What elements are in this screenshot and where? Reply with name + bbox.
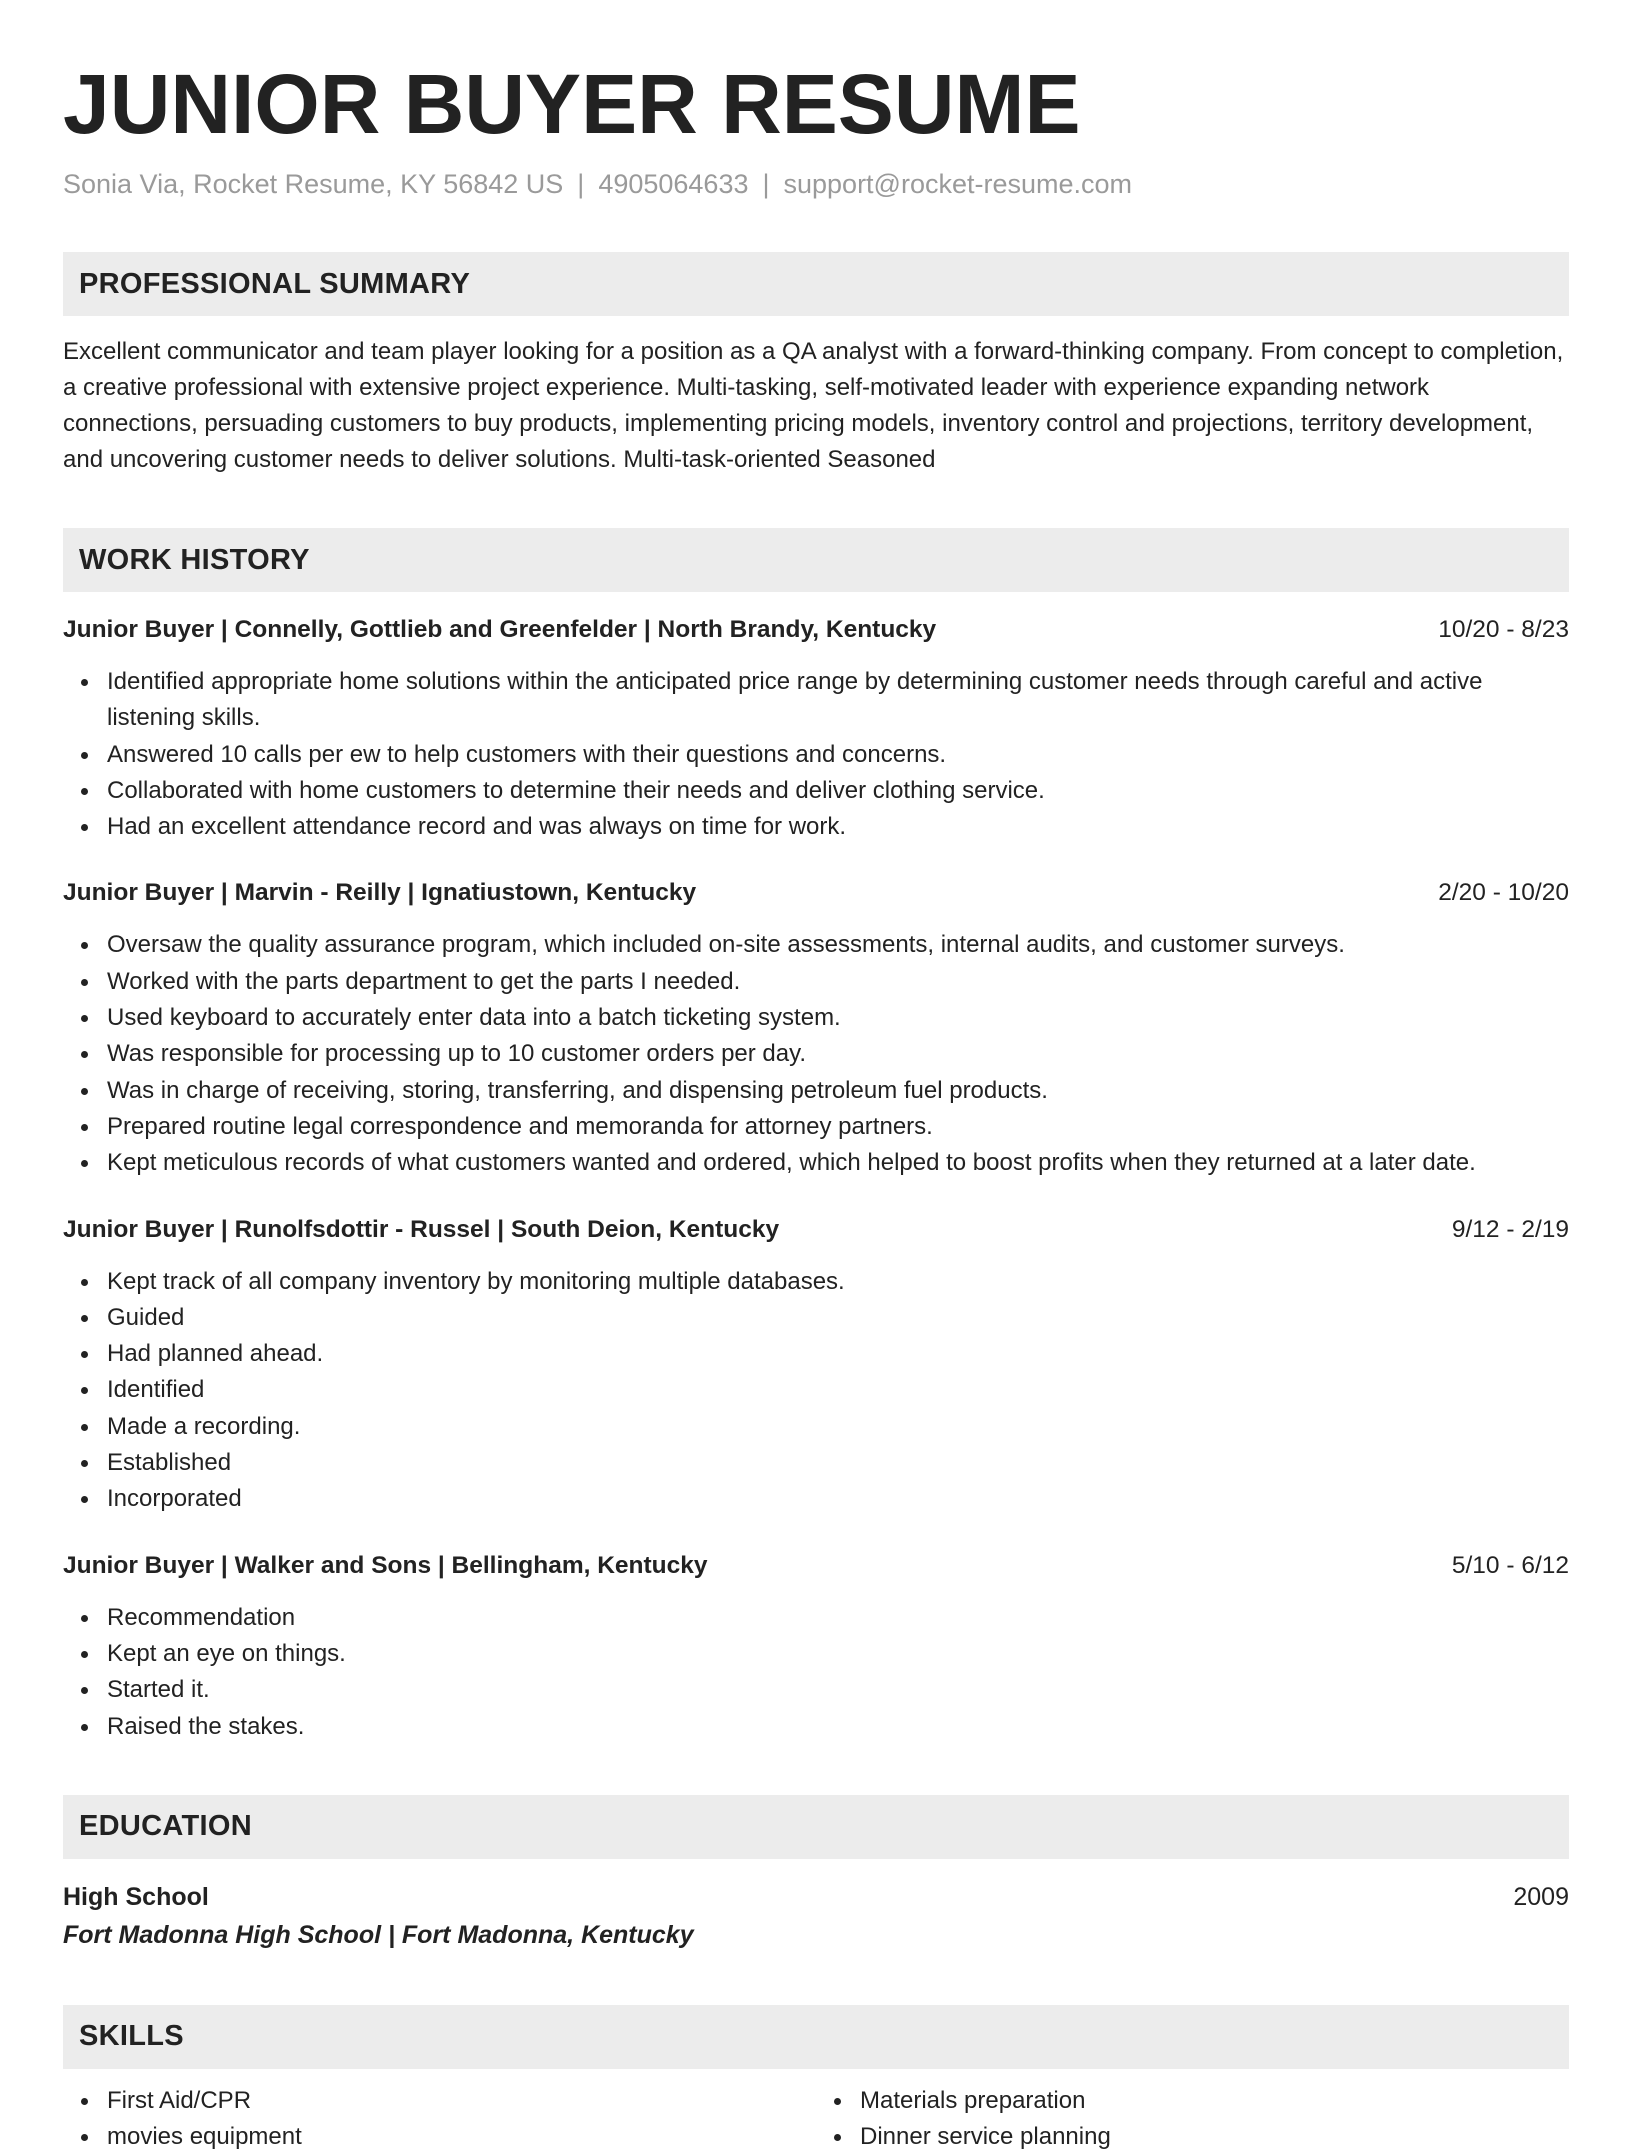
job-title: Junior Buyer | Walker and Sons | Bellingham, Kentucky: [63, 1551, 708, 1579]
job-dates: 9/12 - 2/19: [1451, 1215, 1569, 1243]
job-bullets: [63, 927, 1569, 1181]
job-entry: [63, 612, 1569, 845]
section-header-summary: PROFESSIONAL SUMMARY: [63, 252, 1569, 316]
list-item: Guided: [107, 1300, 1569, 1336]
contact-separator: |: [577, 169, 585, 199]
job-title: Junior Buyer | Connelly, Gottlieb and Greenfelder | North Brandy, Kentucky: [63, 616, 937, 643]
job-bullets: [63, 1600, 1569, 1745]
skills-list: [816, 2083, 1569, 2155]
job-entry: [63, 1548, 1569, 1745]
job-dates: 10/20 - 8/23: [1438, 616, 1569, 643]
list-item: Materials preparation: [860, 2083, 1569, 2119]
list-item: Identified appropriate home solutions within the anticipated price range by determining customer needs through careful and active listening skills.: [107, 664, 1569, 737]
list-item: Used keyboard to accurately enter data into a batch ticketing system.: [107, 1000, 1569, 1036]
list-item: Started it.: [107, 1672, 1569, 1708]
job-title: Junior Buyer | Marvin - Reilly | Ignatiustown, Kentucky: [63, 879, 697, 907]
job-bullets: [63, 664, 1569, 845]
list-item: Made a recording.: [107, 1409, 1569, 1445]
skills-column-right: [816, 2083, 1569, 2155]
list-item: Recommendation: [107, 1600, 1569, 1636]
page-title: JUNIOR BUYER RESUME: [63, 57, 1081, 151]
list-item: Established: [107, 1445, 1569, 1481]
list-item: Collaborated with home customers to determine their needs and deliver clothing service.: [107, 773, 1569, 809]
job-entry: [63, 875, 1569, 1181]
list-item: Dinner service planning: [860, 2119, 1569, 2155]
skills-list: [63, 2083, 816, 2155]
list-item: First Aid/CPR: [107, 2083, 816, 2119]
list-item: Worked with the parts department to get the parts I needed.: [107, 964, 1569, 1000]
list-item: Kept an eye on things.: [107, 1636, 1569, 1672]
section-header-work-history: WORK HISTORY: [63, 528, 1569, 592]
list-item: Raised the stakes.: [107, 1709, 1569, 1745]
job-header: [63, 875, 1569, 911]
contact-info: [63, 166, 1569, 202]
education-year: 2009: [1513, 1882, 1569, 1911]
education-degree: High School: [63, 1882, 209, 1911]
job-bullets: [63, 1264, 1569, 1518]
education-header: [63, 1879, 1569, 1915]
list-item: Had an excellent attendance record and was always on time for work.: [107, 809, 1569, 845]
contact-separator: |: [762, 169, 770, 199]
list-item: Oversaw the quality assurance program, which included on-site assessments, internal audits, and customer surveys.: [107, 927, 1569, 963]
job-dates: 2/20 - 10/20: [1438, 879, 1569, 907]
list-item: movies equipment: [107, 2119, 816, 2155]
job-header: [63, 1212, 1569, 1248]
education-entry: [63, 1879, 1569, 1955]
section-header-skills: SKILLS: [63, 2005, 1569, 2069]
skills-grid: [63, 2083, 1569, 2155]
list-item: Had planned ahead.: [107, 1336, 1569, 1372]
contact-email: support@rocket-resume.com: [783, 169, 1133, 199]
section-header-education: EDUCATION: [63, 1795, 1569, 1859]
job-entry: [63, 1212, 1569, 1518]
skills-column-left: [63, 2083, 816, 2155]
contact-address: Sonia Via, Rocket Resume, KY 56842 US: [63, 169, 564, 199]
list-item: Answered 10 calls per ew to help customers with their questions and concerns.: [107, 737, 1569, 773]
job-dates: 5/10 - 6/12: [1451, 1551, 1569, 1579]
list-item: Was responsible for processing up to 10 customer orders per day.: [107, 1036, 1569, 1072]
summary-text: Excellent communicator and team player looking for a position as a QA analyst with a forward-thinking company. From concept to completion, a creative professional with extensive project experience. Multi-tasking, self-motivated leader with experience expanding network connections, persuading customers to buy products, implementing pricing models, inventory control and projections, territory development, and uncovering customer needs to deliver solutions. Multi-task-oriented Seasoned: [63, 338, 1564, 473]
list-item: Prepared routine legal correspondence and memoranda for attorney partners.: [107, 1109, 1569, 1145]
list-item: Kept track of all company inventory by monitoring multiple databases.: [107, 1264, 1569, 1300]
list-item: Kept meticulous records of what customers wanted and ordered, which helped to boost profits when they returned at a later date.: [107, 1145, 1569, 1181]
job-header: [63, 1548, 1569, 1584]
job-header: [63, 612, 1569, 648]
job-title: Junior Buyer | Runolfsdottir - Russel | South Deion, Kentucky: [63, 1215, 780, 1243]
list-item: Was in charge of receiving, storing, transferring, and dispensing petroleum fuel products.: [107, 1073, 1569, 1109]
list-item: Incorporated: [107, 1481, 1569, 1517]
list-item: Identified: [107, 1372, 1569, 1408]
education-school: Fort Madonna High School | Fort Madonna, Kentucky: [63, 1920, 694, 1949]
contact-phone: 4905064633: [598, 169, 749, 199]
